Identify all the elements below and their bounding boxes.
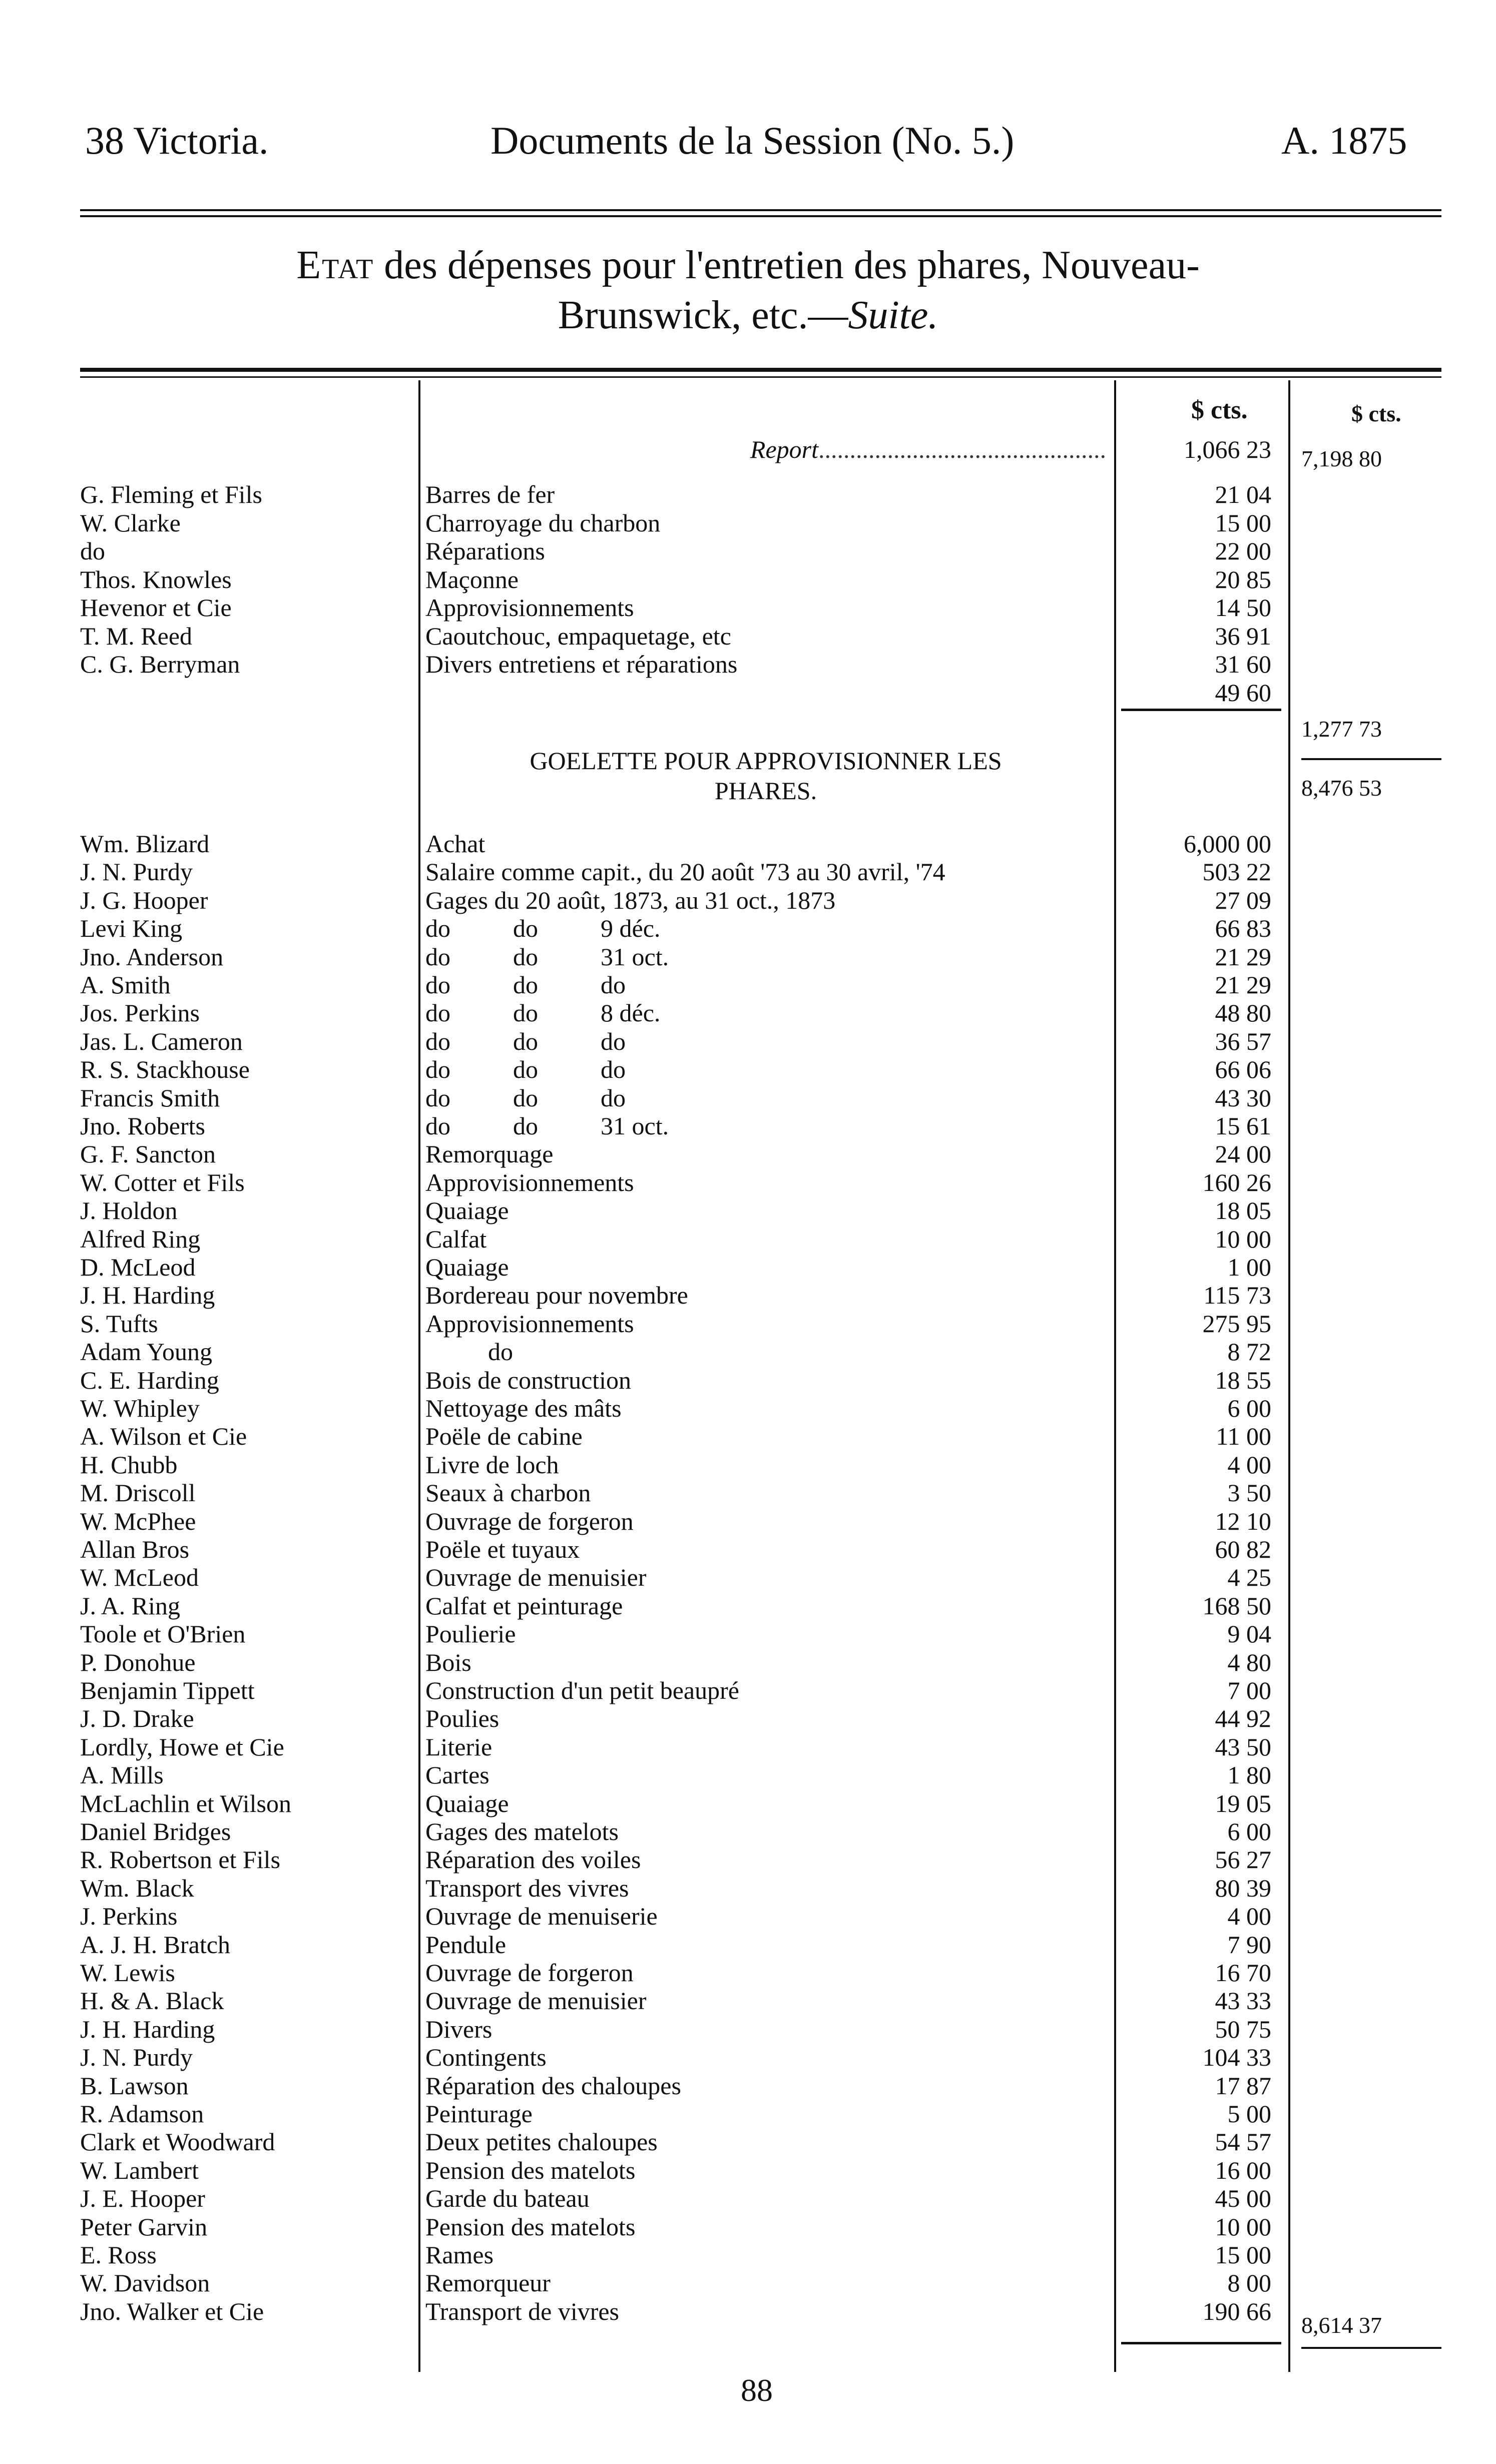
expense-amount: 18 05 xyxy=(1215,1196,1271,1225)
expense-amount: 54 57 xyxy=(1215,2128,1271,2156)
table-row xyxy=(0,886,1496,914)
expense-amount: 16 70 xyxy=(1215,1959,1271,1987)
payee-name: G. F. Sancton xyxy=(80,1140,216,1168)
expense-description: Peinturage xyxy=(425,2100,533,2128)
table-row xyxy=(0,2072,1496,2100)
group2-total-rule xyxy=(1301,2347,1441,2349)
expense-amount: 80 39 xyxy=(1215,1874,1271,1902)
table-row xyxy=(0,593,1496,622)
expense-description: Deux petites chaloupes xyxy=(425,2128,658,2156)
expense-description: Rames xyxy=(425,2241,494,2269)
payee-name: J. A. Ring xyxy=(80,1591,181,1620)
table-row xyxy=(0,1676,1496,1704)
expense-amount: 44 92 xyxy=(1215,1704,1271,1733)
expense-amount: 104 33 xyxy=(1202,2043,1271,2072)
expense-description: do do do xyxy=(425,1083,626,1112)
expense-description: Literie xyxy=(425,1732,492,1761)
expense-description: Divers xyxy=(425,2015,492,2043)
expense-amount: 27 09 xyxy=(1215,886,1271,914)
expense-amount: 43 30 xyxy=(1215,1083,1271,1112)
group1-total: 1,277 73 xyxy=(1301,716,1382,742)
expense-amount: 36 57 xyxy=(1215,1027,1271,1055)
expense-amount: 16 00 xyxy=(1215,2156,1271,2184)
payee-name: A. Mills xyxy=(80,1761,164,1789)
table-row xyxy=(0,2297,1496,2325)
payee-name: McLachlin et Wilson xyxy=(80,1789,291,1817)
header-rule-top xyxy=(80,209,1441,211)
expense-description: Divers entretiens et réparations xyxy=(425,650,738,678)
payee-name: J. E. Hooper xyxy=(80,2184,205,2213)
expense-amount: 1 00 xyxy=(1227,1253,1271,1281)
table-row xyxy=(0,1592,1496,1620)
payee-name: H. Chubb xyxy=(80,1450,178,1479)
table-row xyxy=(0,2128,1496,2156)
report-leader-dots: .............................................. xyxy=(818,435,1106,463)
payee-name: Benjamin Tippett xyxy=(80,1676,255,1704)
payee-name: M. Driscoll xyxy=(80,1479,196,1507)
expense-description: Seaux à charbon xyxy=(425,1479,591,1507)
table-row xyxy=(0,1959,1496,1987)
expense-amount: 45 00 xyxy=(1215,2184,1271,2213)
table-row xyxy=(0,1253,1496,1281)
expense-description: Approvisionnements xyxy=(425,1168,634,1196)
page-title xyxy=(0,240,1496,290)
expense-description: Bordereau pour novembre xyxy=(425,1281,688,1310)
table-row xyxy=(0,480,1496,508)
expense-amount: 20 85 xyxy=(1215,565,1271,593)
expense-amount: 8 00 xyxy=(1227,2269,1271,2297)
expense-description: Contingents xyxy=(425,2043,547,2072)
title-lead: Etat xyxy=(296,243,374,287)
table-row xyxy=(0,622,1496,650)
expense-amount: 4 00 xyxy=(1227,1902,1271,1931)
payee-name: A. Wilson et Cie xyxy=(80,1422,247,1451)
expense-amount: 14 50 xyxy=(1215,593,1271,622)
expense-description: Ouvrage de forgeron xyxy=(425,1507,634,1535)
table-row xyxy=(0,2269,1496,2297)
expense-description: Remorquage xyxy=(425,1140,554,1168)
payee-name: W. Cotter et Fils xyxy=(80,1168,245,1196)
expense-amount: 18 55 xyxy=(1215,1366,1271,1394)
table-row xyxy=(0,1535,1496,1563)
payee-name: W. Davidson xyxy=(80,2269,210,2297)
title-line1: des dépenses pour l'entretien des phares, Nouveau- xyxy=(384,243,1200,287)
table-row xyxy=(0,1394,1496,1422)
payee-name: D. McLeod xyxy=(80,1253,196,1281)
expense-description: Réparation des chaloupes xyxy=(425,2071,681,2100)
payee-name: Levi King xyxy=(80,914,183,943)
table-row xyxy=(0,1225,1496,1253)
payee-name: J. D. Drake xyxy=(80,1704,194,1733)
table-row xyxy=(0,1479,1496,1507)
expense-amount: 7 90 xyxy=(1227,1930,1271,1959)
expense-amount: 15 00 xyxy=(1215,508,1271,537)
payee-name: J. N. Purdy xyxy=(80,858,193,886)
payee-name: H. & A. Black xyxy=(80,1987,224,2015)
payee-name: Allan Bros xyxy=(80,1535,190,1563)
column-header-amount: $ cts. xyxy=(1191,396,1248,424)
expense-amount: 168 50 xyxy=(1202,1591,1271,1620)
expense-amount: 6 00 xyxy=(1227,1817,1271,1845)
payee-name: Jno. Anderson xyxy=(80,942,224,971)
expense-amount: 12 10 xyxy=(1215,1507,1271,1535)
table-row xyxy=(0,1366,1496,1394)
expense-description: Poële de cabine xyxy=(425,1422,583,1451)
expense-description: do do 31 oct. xyxy=(425,1112,669,1140)
expense-description: do xyxy=(425,1338,513,1366)
table-row xyxy=(0,2241,1496,2269)
table-row xyxy=(0,1704,1496,1732)
table-row xyxy=(0,1338,1496,1366)
expense-amount: 10 00 xyxy=(1215,2212,1271,2241)
expense-amount: 15 61 xyxy=(1215,1112,1271,1140)
expense-amount: 15 00 xyxy=(1215,2241,1271,2269)
expense-description: Réparation des voiles xyxy=(425,1845,641,1874)
payee-name: A. J. H. Bratch xyxy=(80,1930,230,1959)
expense-description: Transport des vivres xyxy=(425,1874,629,1902)
title-line2: Brunswick, etc.— xyxy=(558,293,848,337)
payee-name: A. Smith xyxy=(80,971,171,999)
table-row xyxy=(0,2213,1496,2241)
expense-amount: 21 29 xyxy=(1215,971,1271,999)
expense-description: do do 9 déc. xyxy=(425,914,661,943)
expense-description: Barres de fer xyxy=(425,480,555,508)
table-row xyxy=(0,2184,1496,2212)
payee-name: Daniel Bridges xyxy=(80,1817,231,1845)
payee-name: C. G. Berryman xyxy=(80,650,240,678)
table-row xyxy=(0,2015,1496,2043)
expense-description: Quaiage xyxy=(425,1789,509,1817)
expense-amount: 5 00 xyxy=(1227,2100,1271,2128)
header-center: Documents de la Session (No. 5.) xyxy=(490,119,1015,162)
table-row xyxy=(0,1140,1496,1168)
expense-description: Poulies xyxy=(425,1704,500,1733)
expense-description xyxy=(425,679,1106,707)
table-row xyxy=(0,509,1496,537)
expense-amount: 24 00 xyxy=(1215,1140,1271,1168)
table-row xyxy=(0,679,1496,707)
title-suite: Suite. xyxy=(848,293,938,337)
expense-amount: 9 04 xyxy=(1227,1620,1271,1648)
running-total-rule xyxy=(1301,758,1441,760)
expense-description: Ouvrage de forgeron xyxy=(425,1959,634,1987)
expense-description: Gages des matelots xyxy=(425,1817,619,1845)
payee-name: W. Whipley xyxy=(80,1394,200,1422)
table-row xyxy=(0,1874,1496,1902)
expense-description: Calfat xyxy=(425,1224,487,1253)
expense-amount: 503 22 xyxy=(1202,858,1271,886)
expense-amount: 10 00 xyxy=(1215,1224,1271,1253)
table-row xyxy=(0,1168,1496,1196)
table-row xyxy=(0,1733,1496,1761)
expense-amount: 31 60 xyxy=(1215,650,1271,678)
payee-name: Hevenor et Cie xyxy=(80,593,232,622)
expense-description: Bois xyxy=(425,1648,471,1676)
expense-description: Bois de construction xyxy=(425,1366,632,1394)
expense-amount: 4 25 xyxy=(1227,1563,1271,1592)
expense-amount: 11 00 xyxy=(1216,1422,1271,1451)
expense-description: Remorqueur xyxy=(425,2269,551,2297)
expense-description: Garde du bateau xyxy=(425,2184,590,2213)
expense-description: Cartes xyxy=(425,1761,489,1789)
payee-name: P. Donohue xyxy=(80,1648,196,1676)
header-right: A. 1875 xyxy=(1281,119,1407,162)
expense-amount: 190 66 xyxy=(1202,2297,1271,2325)
payee-name: W. McPhee xyxy=(80,1507,196,1535)
payee-name: Wm. Blizard xyxy=(80,830,210,858)
expense-description: Nettoyage des mâts xyxy=(425,1394,622,1422)
expense-amount: 43 33 xyxy=(1215,1987,1271,2015)
payee-name: R. Robertson et Fils xyxy=(80,1845,281,1874)
expense-description: Quaiage xyxy=(425,1253,509,1281)
report-carried-total: 7,198 80 xyxy=(1301,446,1382,471)
expense-description: Transport de vivres xyxy=(425,2297,620,2325)
payee-name: R. S. Stackhouse xyxy=(80,1055,250,1084)
expense-description: Ouvrage de menuisier xyxy=(425,1563,647,1592)
payee-name: Peter Garvin xyxy=(80,2212,208,2241)
expense-amount: 115 73 xyxy=(1203,1281,1271,1310)
header-rule-bottom xyxy=(80,215,1441,217)
expense-amount: 4 80 xyxy=(1227,1648,1271,1676)
expense-amount: 22 00 xyxy=(1215,537,1271,565)
table-row xyxy=(0,858,1496,886)
payee-name: J. G. Hooper xyxy=(80,886,208,914)
payee-name: W. Clarke xyxy=(80,508,181,537)
expense-description: Ouvrage de menuiserie xyxy=(425,1902,658,1931)
table-rule-top xyxy=(80,368,1441,372)
expense-description: Construction d'un petit beaupré xyxy=(425,1676,739,1704)
table-rule-top-thin xyxy=(80,376,1441,378)
expense-amount: 8 72 xyxy=(1227,1338,1271,1366)
section-title-line2: PHARES. xyxy=(714,777,817,805)
payee-name: J. Holdon xyxy=(80,1196,178,1225)
expense-description: Pendule xyxy=(425,1930,507,1959)
report-amount: 1,066 23 xyxy=(1184,435,1271,463)
expense-amount: 21 29 xyxy=(1215,942,1271,971)
table-row xyxy=(0,1055,1496,1083)
expense-description: Achat xyxy=(425,830,485,858)
expense-description: Caoutchouc, empaquetage, etc xyxy=(425,622,731,650)
expense-description: Approvisionnements xyxy=(425,1309,634,1338)
table-row xyxy=(0,1112,1496,1140)
expense-amount: 4 00 xyxy=(1227,1450,1271,1479)
table-row xyxy=(0,1563,1496,1591)
expense-amount: 7 00 xyxy=(1227,1676,1271,1704)
payee-name: Francis Smith xyxy=(80,1083,220,1112)
table-row xyxy=(0,1027,1496,1055)
expense-description: Calfat et peinturage xyxy=(425,1591,623,1620)
expense-amount: 19 05 xyxy=(1215,1789,1271,1817)
report-row xyxy=(0,435,1496,463)
expense-amount: 60 82 xyxy=(1215,1535,1271,1563)
group2-total: 8,614 37 xyxy=(1301,2312,1382,2338)
payee-name: T. M. Reed xyxy=(80,622,193,650)
table-row xyxy=(0,1084,1496,1112)
expense-description: Poële et tuyaux xyxy=(425,1535,580,1563)
table-row xyxy=(0,1931,1496,1959)
payee-name: J. N. Purdy xyxy=(80,2043,193,2072)
expense-amount: 3 50 xyxy=(1227,1479,1271,1507)
expense-amount: 36 91 xyxy=(1215,622,1271,650)
table-row xyxy=(0,1422,1496,1450)
expense-description: Quaiage xyxy=(425,1196,509,1225)
expense-description: do do do xyxy=(425,1027,626,1055)
payee-name: Alfred Ring xyxy=(80,1224,201,1253)
payee-name: J. H. Harding xyxy=(80,2015,215,2043)
table-row xyxy=(0,1761,1496,1789)
table-row xyxy=(0,830,1496,858)
table-row xyxy=(0,1281,1496,1309)
expense-description: do do 8 déc. xyxy=(425,999,661,1027)
section-title-line1: GOELETTE POUR APPROVISIONNER LES xyxy=(530,747,1002,775)
expense-description: Pension des matelots xyxy=(425,2212,636,2241)
table-row xyxy=(0,1789,1496,1817)
table-row xyxy=(0,2100,1496,2128)
column-header-total: $ cts. xyxy=(1351,401,1401,426)
expense-description: do do do xyxy=(425,1055,626,1084)
table-row xyxy=(0,971,1496,999)
table-row xyxy=(0,537,1496,565)
table-row xyxy=(0,999,1496,1027)
expense-amount: 1 80 xyxy=(1227,1761,1271,1789)
table-row xyxy=(0,914,1496,942)
table-row xyxy=(0,1648,1496,1676)
expense-amount: 21 04 xyxy=(1215,480,1271,508)
payee-name: Wm. Black xyxy=(80,1874,194,1902)
expense-description: Poulierie xyxy=(425,1620,516,1648)
payee-name: G. Fleming et Fils xyxy=(80,480,262,508)
expense-amount: 160 26 xyxy=(1202,1168,1271,1196)
payee-name: W. McLeod xyxy=(80,1563,199,1592)
payee-name: do xyxy=(80,537,105,565)
table-row xyxy=(0,1310,1496,1338)
group1-sum-rule xyxy=(1121,709,1281,711)
expense-description: Ouvrage de menuisier xyxy=(425,1987,647,2015)
expense-description: Pension des matelots xyxy=(425,2156,636,2184)
payee-name: J. Perkins xyxy=(80,1902,178,1931)
payee-name: Toole et O'Brien xyxy=(80,1620,246,1648)
expense-amount: 56 27 xyxy=(1215,1845,1271,1874)
header-left: 38 Victoria. xyxy=(85,119,269,162)
expense-amount: 49 60 xyxy=(1215,678,1271,707)
expense-amount: 50 75 xyxy=(1215,2015,1271,2043)
expense-description: Maçonne xyxy=(425,565,519,593)
payee-name: Thos. Knowles xyxy=(80,565,232,593)
running-total: 8,476 53 xyxy=(1301,775,1382,801)
report-label-text: Report xyxy=(750,435,818,463)
table-row xyxy=(0,565,1496,593)
table-row xyxy=(0,1196,1496,1224)
payee-name: Adam Young xyxy=(80,1338,212,1366)
payee-name: Jno. Roberts xyxy=(80,1112,205,1140)
payee-name: B. Lawson xyxy=(80,2071,189,2100)
table-row xyxy=(0,1817,1496,1845)
table-row xyxy=(0,1507,1496,1535)
table-row xyxy=(0,1987,1496,2015)
expense-amount: 6 00 xyxy=(1227,1394,1271,1422)
payee-name: W. Lewis xyxy=(80,1959,175,1987)
expense-description: do do 31 oct. xyxy=(425,942,669,971)
table-row xyxy=(0,1451,1496,1479)
table-row xyxy=(0,1845,1496,1874)
payee-name: W. Lambert xyxy=(80,2156,199,2184)
table-row xyxy=(0,1620,1496,1648)
payee-name xyxy=(80,679,410,707)
expense-amount: 275 95 xyxy=(1202,1309,1271,1338)
payee-name: Jos. Perkins xyxy=(80,999,200,1027)
payee-name: C. E. Harding xyxy=(80,1366,219,1394)
expense-description: Gages du 20 août, 1873, au 31 oct., 1873 xyxy=(425,886,836,914)
expense-description: Livre de loch xyxy=(425,1450,559,1479)
payee-name: E. Ross xyxy=(80,2241,157,2269)
payee-name: R. Adamson xyxy=(80,2100,204,2128)
expense-description: do do do xyxy=(425,971,626,999)
page-title-line2 xyxy=(0,290,1496,340)
group2-sum-rule xyxy=(1121,2342,1281,2344)
expense-description: Salaire comme capit., du 20 août '73 au 30 avril, '74 xyxy=(425,858,945,886)
expense-amount: 66 83 xyxy=(1215,914,1271,943)
payee-name: Jno. Walker et Cie xyxy=(80,2297,264,2325)
table-row xyxy=(0,2156,1496,2184)
expense-amount: 66 06 xyxy=(1215,1055,1271,1084)
table-row xyxy=(0,2043,1496,2071)
payee-name: S. Tufts xyxy=(80,1309,158,1338)
payee-name: J. H. Harding xyxy=(80,1281,215,1310)
expense-description: Charroyage du charbon xyxy=(425,508,661,537)
payee-name: Lordly, Howe et Cie xyxy=(80,1732,284,1761)
payee-name: Clark et Woodward xyxy=(80,2128,275,2156)
expense-amount: 17 87 xyxy=(1215,2071,1271,2100)
expense-amount: 6,000 00 xyxy=(1184,830,1271,858)
table-row xyxy=(0,650,1496,678)
payee-name: Jas. L. Cameron xyxy=(80,1027,243,1055)
expense-description: Réparations xyxy=(425,537,545,565)
table-row xyxy=(0,1902,1496,1930)
expense-amount: 43 50 xyxy=(1215,1732,1271,1761)
table-row xyxy=(0,943,1496,971)
expense-description: Approvisionnements xyxy=(425,593,634,622)
page-number: 88 xyxy=(741,2372,773,2408)
expense-amount: 48 80 xyxy=(1215,999,1271,1027)
